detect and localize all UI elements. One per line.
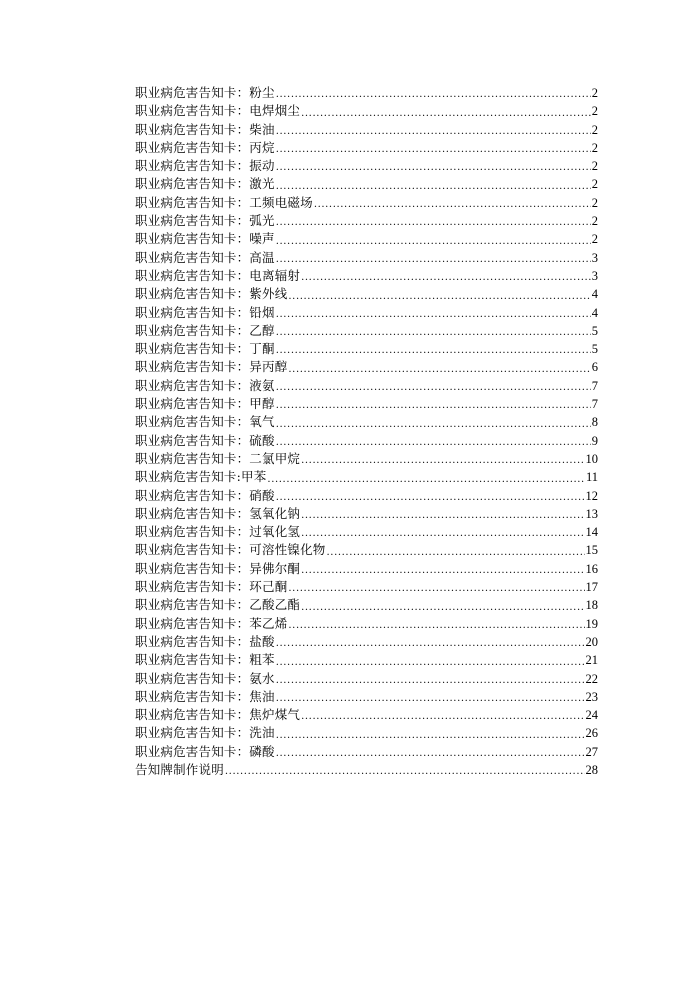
toc-entry-title: 职业病危害告知卡：工频电磁场 bbox=[135, 194, 313, 210]
toc-page-number: 14 bbox=[585, 525, 598, 540]
toc-dot-leader bbox=[276, 729, 585, 743]
toc-dot-leader bbox=[276, 143, 591, 157]
toc-entry[interactable] bbox=[135, 340, 598, 358]
toc-entry-title: 职业病危害告知卡：紫外线 bbox=[135, 286, 288, 302]
toc-dot-leader bbox=[276, 381, 591, 395]
toc-page-number: 4 bbox=[591, 305, 598, 320]
toc-entry[interactable] bbox=[135, 377, 598, 395]
toc-dot-leader bbox=[276, 161, 591, 175]
toc-entry-title: 职业病危害告知卡：环己酮 bbox=[135, 579, 288, 595]
toc-entry-title: 职业病危害告知卡：异佛尔酮 bbox=[135, 560, 301, 576]
toc-dot-leader bbox=[276, 656, 585, 670]
toc-entry-title: 职业病危害告知卡：洗油 bbox=[135, 725, 275, 741]
toc-dot-leader bbox=[314, 198, 591, 212]
toc-dot-leader bbox=[225, 765, 585, 779]
toc-entry-title: 职业病危害告知卡：电焊烟尘 bbox=[135, 103, 301, 119]
toc-entry[interactable] bbox=[135, 523, 598, 541]
toc-entry[interactable] bbox=[135, 651, 598, 669]
toc-entry[interactable] bbox=[135, 578, 598, 596]
toc-dot-leader bbox=[276, 326, 591, 340]
toc-entry-title: 职业病危害告知卡：液氨 bbox=[135, 377, 275, 393]
toc-dot-leader bbox=[276, 235, 591, 249]
toc-dot-leader bbox=[288, 363, 590, 377]
toc-entry[interactable] bbox=[135, 121, 598, 139]
toc-entry[interactable] bbox=[135, 670, 598, 688]
toc-entry-title: 职业病危害告知卡：苯乙烯 bbox=[135, 615, 288, 631]
toc-dot-leader bbox=[276, 418, 591, 432]
toc-entry-title: 职业病危害告知卡：甲醇 bbox=[135, 396, 275, 412]
toc-page-number: 3 bbox=[591, 250, 598, 265]
toc-page-number: 7 bbox=[591, 378, 598, 393]
toc-entry[interactable] bbox=[135, 633, 598, 651]
toc-page-number: 2 bbox=[591, 232, 598, 247]
toc-page-number: 13 bbox=[585, 506, 598, 521]
toc-entry-title: 职业病危害告知卡：噪声 bbox=[135, 231, 275, 247]
toc-entry-title: 职业病危害告知卡：铅烟 bbox=[135, 304, 275, 320]
toc-entry-title: 职业病危害告知卡：二氯甲烷 bbox=[135, 450, 301, 466]
toc-entry-title: 职业病危害告知卡：电离辐射 bbox=[135, 267, 301, 283]
toc-dot-leader bbox=[301, 107, 591, 121]
toc-dot-leader bbox=[267, 473, 585, 487]
toc-entry[interactable] bbox=[135, 743, 598, 761]
toc-page-number: 2 bbox=[591, 140, 598, 155]
toc-page-number: 3 bbox=[591, 268, 598, 283]
toc-dot-leader bbox=[301, 601, 584, 615]
toc-entry-title: 职业病危害告知卡：丙烷 bbox=[135, 139, 275, 155]
toc-page-number: 6 bbox=[591, 360, 598, 375]
toc-page-number: 2 bbox=[591, 104, 598, 119]
toc-dot-leader bbox=[276, 399, 591, 413]
toc-entry[interactable] bbox=[135, 249, 598, 267]
toc-page-number: 15 bbox=[585, 543, 598, 558]
toc-entry[interactable] bbox=[135, 267, 598, 285]
toc-dot-leader bbox=[276, 491, 585, 505]
toc-entry-title: 职业病危害告知卡：盐酸 bbox=[135, 633, 275, 649]
toc-entry-title: 职业病危害告知卡：粉尘 bbox=[135, 85, 275, 100]
toc-page-number: 9 bbox=[591, 433, 598, 448]
toc-entry-title: 职业病危害告知卡：乙醇 bbox=[135, 322, 275, 338]
toc-entry[interactable] bbox=[135, 688, 598, 706]
toc-entry-title: 职业病危害告知卡：振动 bbox=[135, 158, 275, 174]
toc-page-number: 23 bbox=[585, 689, 598, 704]
toc-dot-leader bbox=[276, 125, 591, 139]
toc-entry-title: 职业病危害告知卡：柴油 bbox=[135, 121, 275, 137]
toc-entry-title: 职业病危害告知卡：乙酸乙酯 bbox=[135, 597, 301, 613]
toc-page-number: 26 bbox=[585, 726, 598, 741]
toc-page-number: 4 bbox=[591, 287, 598, 302]
toc-page-number: 5 bbox=[591, 323, 598, 338]
toc-page-number: 24 bbox=[585, 708, 598, 723]
toc-entry-title: 职业病危害告知卡：过氧化氢 bbox=[135, 524, 301, 540]
toc-dot-leader bbox=[276, 216, 591, 230]
toc-page-number: 17 bbox=[585, 580, 598, 595]
toc-entry[interactable] bbox=[135, 175, 598, 193]
toc-page-number: 18 bbox=[585, 598, 598, 613]
toc-entry-title: 职业病危害告知卡：氧气 bbox=[135, 414, 275, 430]
toc-page-number: 8 bbox=[591, 415, 598, 430]
toc-page-number: 16 bbox=[585, 561, 598, 576]
toc-dot-leader bbox=[276, 180, 591, 194]
toc-entry-title: 职业病危害告知卡：丁酮 bbox=[135, 341, 275, 357]
toc-entry-title: 职业病危害告知卡：磷酸 bbox=[135, 743, 275, 759]
toc-dot-leader bbox=[276, 88, 591, 102]
toc-page-number: 11 bbox=[585, 470, 598, 485]
toc-entry-title: 职业病危害告知卡：弧光 bbox=[135, 213, 275, 229]
toc-page-number: 12 bbox=[585, 488, 598, 503]
toc-entry[interactable] bbox=[135, 596, 598, 614]
toc-entry[interactable] bbox=[135, 157, 598, 175]
toc-page-number: 2 bbox=[591, 122, 598, 137]
toc-entry[interactable] bbox=[135, 304, 598, 322]
toc-entry-title: 职业病危害告知卡:甲苯 bbox=[135, 469, 267, 485]
toc-dot-leader bbox=[276, 436, 591, 450]
toc-entry[interactable] bbox=[135, 194, 598, 212]
toc-entry[interactable] bbox=[135, 505, 598, 523]
toc-dot-leader bbox=[301, 527, 584, 541]
toc-entry[interactable] bbox=[135, 487, 598, 505]
toc-entry[interactable] bbox=[135, 139, 598, 157]
toc-entry[interactable] bbox=[135, 84, 598, 102]
toc-dot-leader bbox=[301, 564, 584, 578]
toc-entry-title: 职业病危害告知卡：异丙醇 bbox=[135, 359, 288, 375]
toc-entry[interactable] bbox=[135, 541, 598, 559]
toc-dot-leader bbox=[276, 308, 591, 322]
toc-entry-title: 职业病危害告知卡：焦炉煤气 bbox=[135, 707, 301, 723]
toc-dot-leader bbox=[301, 271, 591, 285]
toc-entry-title: 告知牌制作说明 bbox=[135, 761, 224, 777]
toc-dot-leader bbox=[327, 546, 585, 560]
toc-dot-leader bbox=[276, 692, 585, 706]
toc-entry[interactable] bbox=[135, 724, 598, 742]
toc-page-number: 2 bbox=[591, 195, 598, 210]
toc-dot-leader bbox=[301, 710, 584, 724]
toc-dot-leader bbox=[276, 747, 585, 761]
toc-page-number: 21 bbox=[585, 653, 598, 668]
toc-entry[interactable] bbox=[135, 413, 598, 431]
toc-entry[interactable] bbox=[135, 560, 598, 578]
toc-entry-title: 职业病危害告知卡：硫酸 bbox=[135, 432, 275, 448]
toc-page-number: 2 bbox=[591, 159, 598, 174]
toc-entry-title: 职业病危害告知卡：氢氧化钠 bbox=[135, 505, 301, 521]
toc-entry-title: 职业病危害告知卡：可溶性镍化物 bbox=[135, 542, 326, 558]
toc-dot-leader bbox=[301, 454, 584, 468]
toc-entry[interactable] bbox=[135, 395, 598, 413]
toc-page-number: 27 bbox=[585, 744, 598, 759]
toc-entry[interactable] bbox=[135, 432, 598, 450]
toc-dot-leader bbox=[276, 344, 591, 358]
toc-page-number: 7 bbox=[591, 397, 598, 412]
toc-dot-leader bbox=[276, 253, 591, 267]
toc-page-number: 20 bbox=[585, 634, 598, 649]
toc-page-number: 2 bbox=[591, 86, 598, 100]
toc-dot-leader bbox=[288, 290, 590, 304]
toc-entry-title: 职业病危害告知卡：焦油 bbox=[135, 688, 275, 704]
toc-page-number: 5 bbox=[591, 342, 598, 357]
table-of-contents bbox=[135, 84, 598, 779]
toc-entry-title: 职业病危害告知卡：粗苯 bbox=[135, 652, 275, 668]
toc-page-number: 19 bbox=[585, 616, 598, 631]
toc-entry[interactable] bbox=[135, 761, 598, 779]
toc-entry-title: 职业病危害告知卡：高温 bbox=[135, 249, 275, 265]
toc-entry[interactable] bbox=[135, 468, 598, 486]
toc-page-number: 10 bbox=[585, 451, 598, 466]
toc-entry[interactable] bbox=[135, 212, 598, 230]
toc-page-number: 2 bbox=[591, 214, 598, 229]
toc-page-number: 28 bbox=[585, 762, 598, 777]
toc-entry[interactable] bbox=[135, 322, 598, 340]
toc-dot-leader bbox=[276, 637, 585, 651]
toc-entry[interactable] bbox=[135, 230, 598, 248]
toc-entry[interactable] bbox=[135, 285, 598, 303]
toc-dot-leader bbox=[301, 509, 584, 523]
toc-dot-leader bbox=[276, 674, 585, 688]
toc-dot-leader bbox=[288, 619, 584, 633]
toc-entry[interactable] bbox=[135, 706, 598, 724]
toc-entry[interactable] bbox=[135, 615, 598, 633]
toc-entry[interactable] bbox=[135, 358, 598, 376]
toc-dot-leader bbox=[288, 582, 584, 596]
toc-entry[interactable] bbox=[135, 450, 598, 468]
toc-entry-title: 职业病危害告知卡：激光 bbox=[135, 176, 275, 192]
toc-page-number: 22 bbox=[585, 671, 598, 686]
toc-entry[interactable] bbox=[135, 102, 598, 120]
toc-entry-title: 职业病危害告知卡：氨水 bbox=[135, 670, 275, 686]
toc-page-number: 2 bbox=[591, 177, 598, 192]
toc-entry-title: 职业病危害告知卡：硝酸 bbox=[135, 487, 275, 503]
